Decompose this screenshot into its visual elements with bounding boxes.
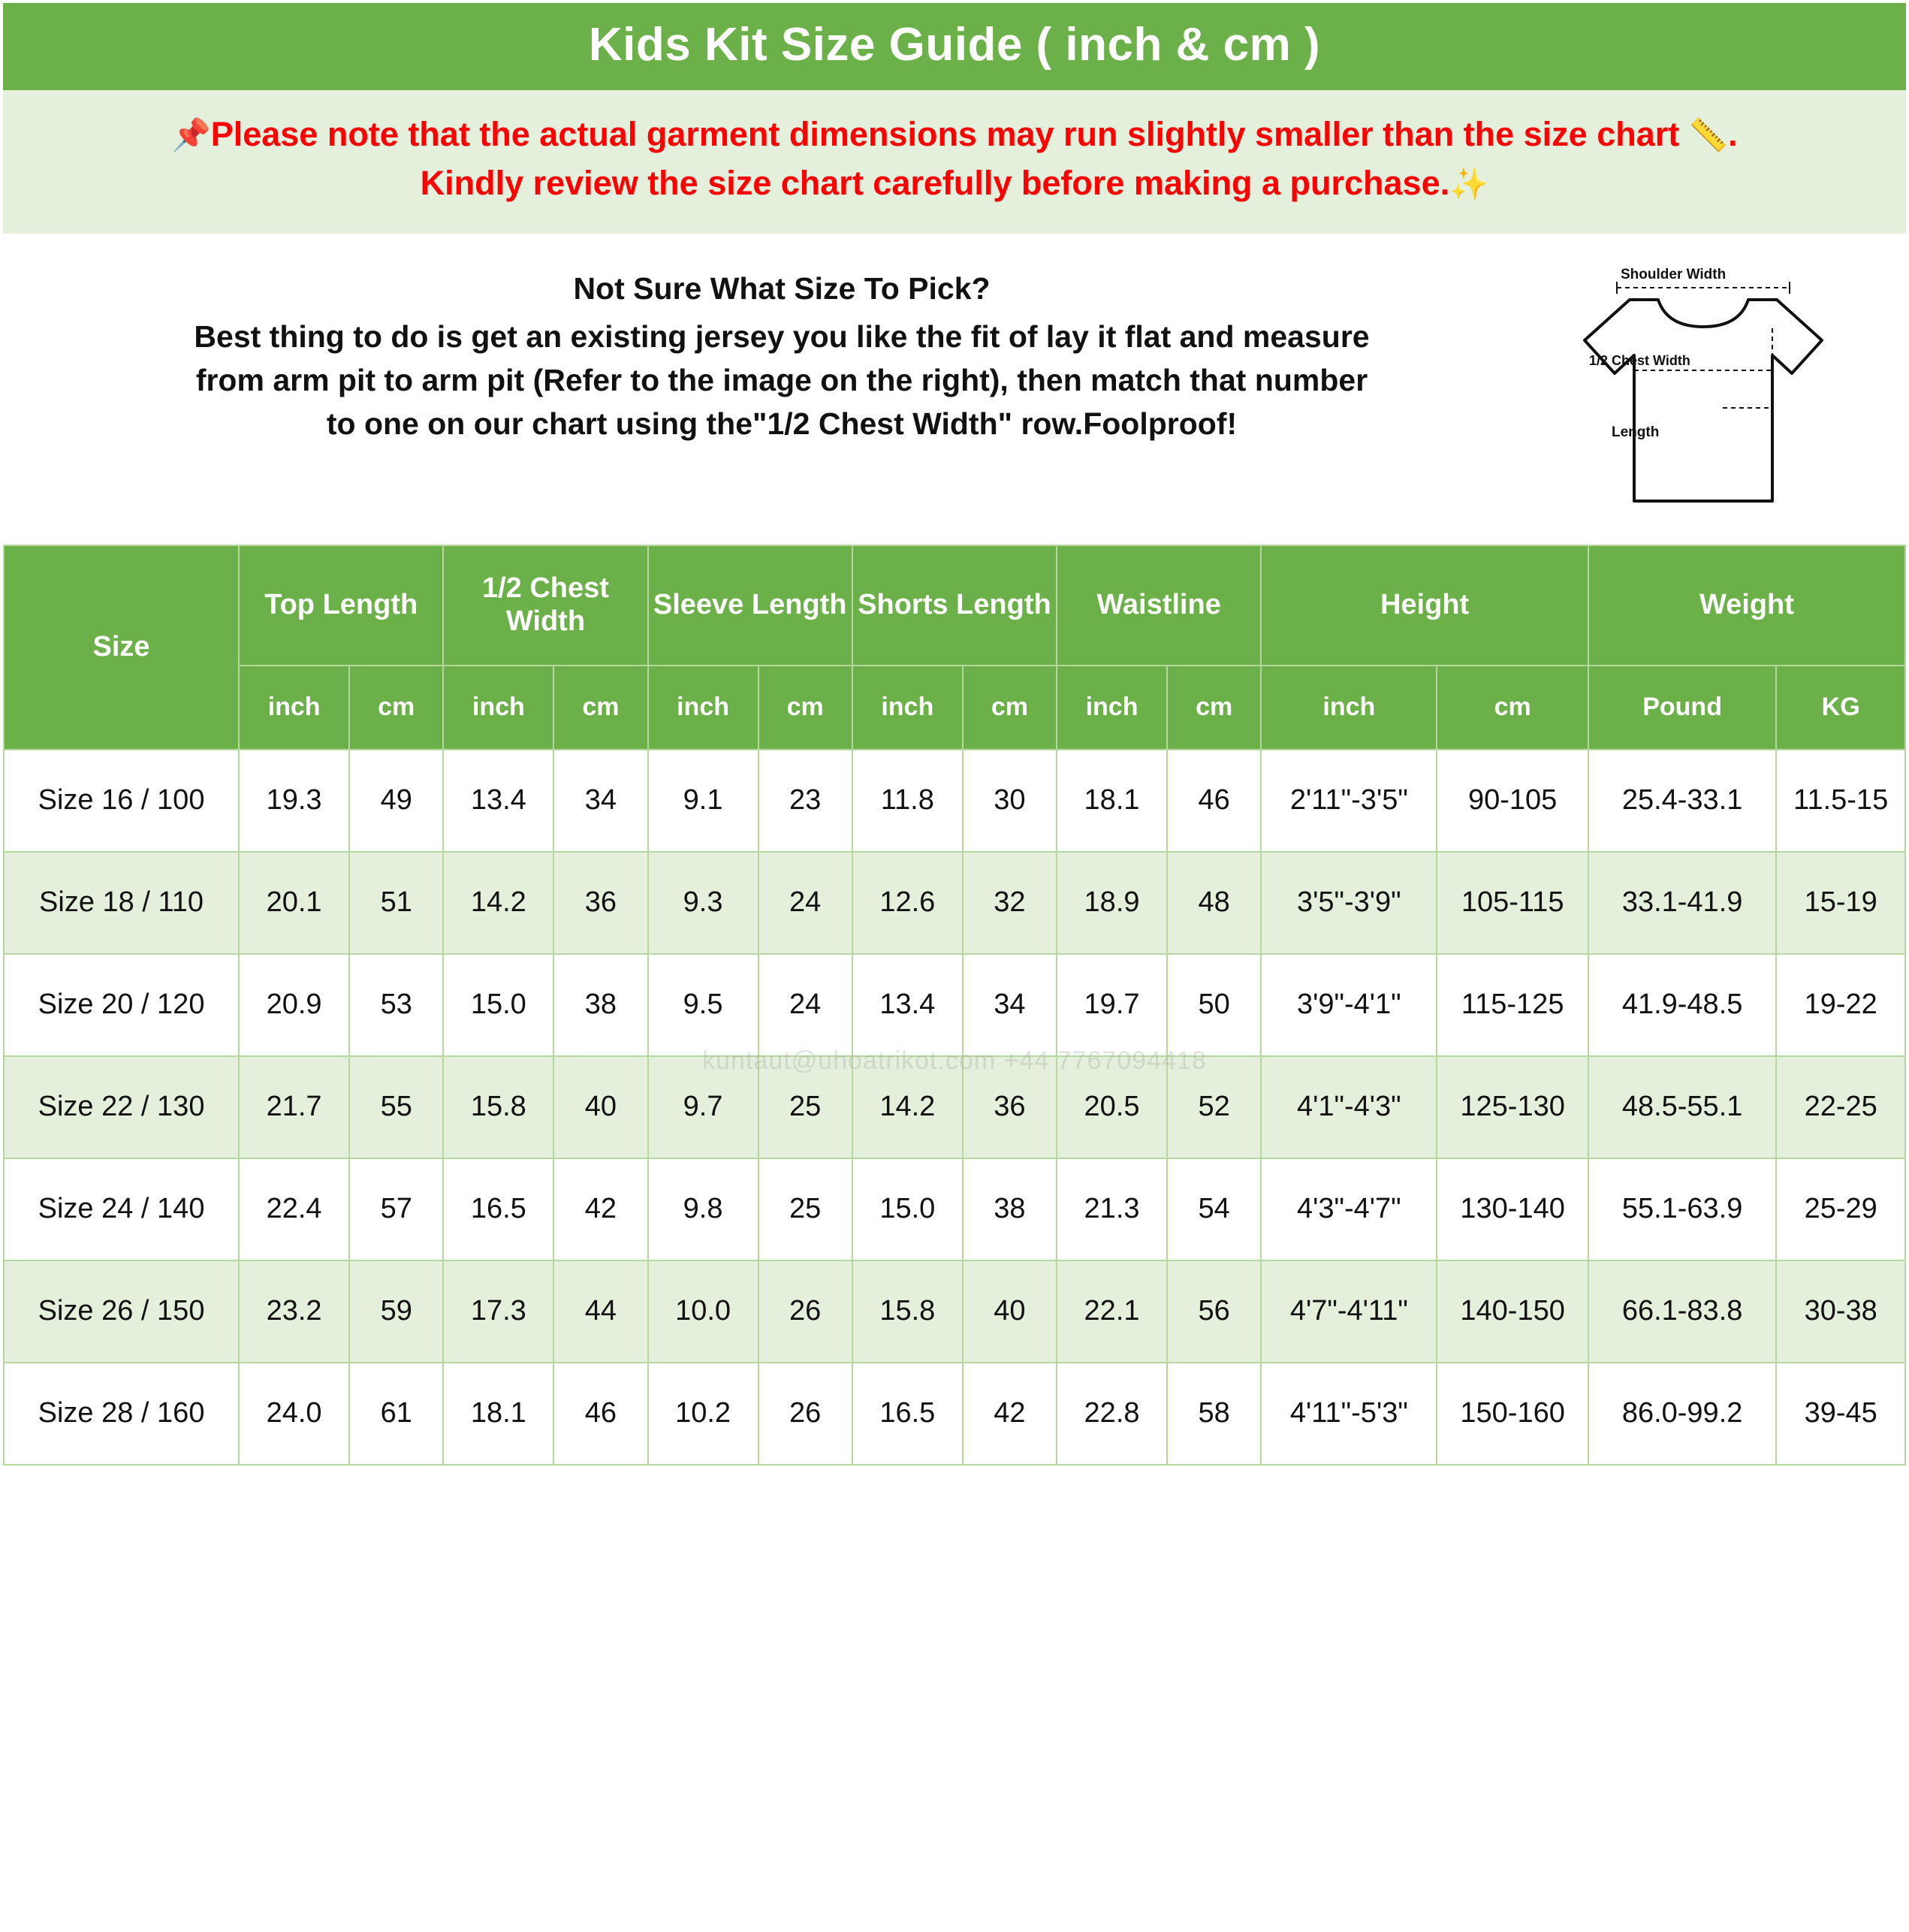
cell: 3'9"-4'1"	[1261, 954, 1437, 1056]
table-body	[4, 750, 1905, 1465]
cell-size: Size 22 / 130	[4, 1056, 239, 1158]
cell: 59	[349, 1260, 443, 1363]
th-half-chest-width: 1/2 Chest Width	[443, 545, 647, 666]
cell: 13.4	[852, 954, 963, 1056]
cell: 4'7"-4'11"	[1261, 1260, 1437, 1363]
cell: 14.2	[852, 1056, 963, 1158]
th-unit-3: cm	[553, 666, 647, 750]
table-row	[4, 1158, 1905, 1260]
advice-headline: Not Sure What Size To Pick?	[573, 270, 991, 306]
th-unit-4: inch	[648, 666, 758, 750]
cell: 34	[963, 954, 1057, 1056]
note-text-1: Please note that the actual garment dimensions may run slightly smaller than the size chart	[210, 115, 1680, 154]
cell: 51	[349, 852, 443, 954]
cell: 48.5-55.1	[1588, 1056, 1776, 1158]
cell: 10.0	[648, 1260, 758, 1363]
cell: 2'11"-3'5"	[1261, 750, 1437, 852]
tshirt-measurement-diagram	[1546, 253, 1861, 531]
th-top-length: Top Length	[239, 545, 443, 666]
cell-size: Size 16 / 100	[4, 750, 239, 852]
cell: 24.0	[239, 1363, 349, 1465]
cell: 3'5"-3'9"	[1261, 852, 1437, 954]
advice-line-3: to one on our chart using the"1/2 Chest Width" row.Foolproof!	[326, 406, 1238, 442]
cell: 58	[1167, 1363, 1261, 1465]
table-header-groups	[4, 545, 1905, 666]
th-unit-10: inch	[1261, 666, 1437, 750]
cell: 26	[758, 1363, 852, 1465]
cell: 125-130	[1437, 1056, 1588, 1158]
cell: 18.9	[1057, 852, 1167, 954]
cell-size: Size 26 / 150	[4, 1260, 239, 1363]
cell: 4'1"-4'3"	[1261, 1056, 1437, 1158]
cell: 23	[758, 750, 852, 852]
table-row	[4, 1363, 1905, 1465]
advice-section	[3, 234, 1906, 545]
cell: 115-125	[1437, 954, 1588, 1056]
cell: 9.5	[648, 954, 758, 1056]
note-text-1-end: .	[1728, 115, 1738, 154]
cell: 36	[963, 1056, 1057, 1158]
cell: 9.8	[648, 1158, 758, 1260]
tshirt-icon	[1546, 253, 1861, 531]
cell: 21.3	[1057, 1158, 1167, 1260]
size-table	[3, 545, 1906, 1466]
th-unit-1: cm	[349, 666, 443, 750]
table-row	[4, 1056, 1905, 1158]
cell: 39-45	[1776, 1363, 1905, 1465]
cell: 18.1	[1057, 750, 1167, 852]
cell: 15.8	[443, 1056, 553, 1158]
size-table-wrap	[3, 545, 1906, 1466]
th-unit-9: cm	[1167, 666, 1261, 750]
cell-size: Size 24 / 140	[4, 1158, 239, 1260]
cell: 9.1	[648, 750, 758, 852]
th-unit-12: Pound	[1588, 666, 1776, 750]
cell: 10.2	[648, 1363, 758, 1465]
cell: 4'3"-4'7"	[1261, 1158, 1437, 1260]
cell: 86.0-99.2	[1588, 1363, 1776, 1465]
note-text-2: Kindly review the size chart carefully before making a purchase.	[420, 164, 1450, 203]
page-title: Kids Kit Size Guide ( inch & cm )	[3, 3, 1906, 90]
cell: 38	[963, 1158, 1057, 1260]
cell: 16.5	[443, 1158, 553, 1260]
watermark: kuntaut@uhoatrikot.com +44 7767094418	[702, 1046, 1207, 1075]
table-row	[4, 750, 1905, 852]
cell: 55	[349, 1056, 443, 1158]
cell: 53	[349, 954, 443, 1056]
cell: 38	[553, 954, 647, 1056]
cell-size: Size 18 / 110	[4, 852, 239, 954]
cell: 40	[963, 1260, 1057, 1363]
cell: 56	[1167, 1260, 1261, 1363]
cell: 11.5-15	[1776, 750, 1905, 852]
th-unit-7: cm	[963, 666, 1057, 750]
th-sleeve-length: Sleeve Length	[648, 545, 852, 666]
ruler-icon: 📏	[1688, 117, 1729, 153]
advice-text	[18, 253, 1546, 446]
cell: 21.7	[239, 1056, 349, 1158]
note-line-1	[26, 110, 1883, 158]
cell: 41.9-48.5	[1588, 954, 1776, 1056]
note-line-2	[26, 158, 1883, 207]
cell: 16.5	[852, 1363, 963, 1465]
cell: 52	[1167, 1056, 1261, 1158]
cell: 9.7	[648, 1056, 758, 1158]
cell: 55.1-63.9	[1588, 1158, 1776, 1260]
cell: 17.3	[443, 1260, 553, 1363]
cell: 33.1-41.9	[1588, 852, 1776, 954]
cell: 24	[758, 852, 852, 954]
cell: 61	[349, 1363, 443, 1465]
cell: 50	[1167, 954, 1261, 1056]
cell: 25	[758, 1158, 852, 1260]
cell: 30	[963, 750, 1057, 852]
th-unit-8: inch	[1057, 666, 1167, 750]
cell: 12.6	[852, 852, 963, 954]
cell: 13.4	[443, 750, 553, 852]
cell: 25	[758, 1056, 852, 1158]
cell: 26	[758, 1260, 852, 1363]
cell: 20.9	[239, 954, 349, 1056]
cell: 22-25	[1776, 1056, 1905, 1158]
cell: 140-150	[1437, 1260, 1588, 1363]
th-unit-11: cm	[1437, 666, 1588, 750]
th-unit-6: inch	[852, 666, 963, 750]
th-size: Size	[4, 545, 239, 750]
cell: 66.1-83.8	[1588, 1260, 1776, 1363]
chest-width-label: 1/2 Chest Width	[1589, 352, 1690, 368]
cell: 25-29	[1776, 1158, 1905, 1260]
cell-size: Size 20 / 120	[4, 954, 239, 1056]
pin-icon: 📌	[171, 117, 211, 153]
th-height: Height	[1261, 545, 1588, 666]
th-unit-2: inch	[443, 666, 553, 750]
cell: 15.0	[852, 1158, 963, 1260]
cell: 19-22	[1776, 954, 1905, 1056]
cell: 22.4	[239, 1158, 349, 1260]
shoulder-width-label: Shoulder Width	[1621, 266, 1727, 282]
cell: 40	[553, 1056, 647, 1158]
cell: 90-105	[1437, 750, 1588, 852]
cell: 4'11"-5'3"	[1261, 1363, 1437, 1465]
cell: 24	[758, 954, 852, 1056]
th-unit-0: inch	[239, 666, 349, 750]
cell: 130-140	[1437, 1158, 1588, 1260]
cell: 19.3	[239, 750, 349, 852]
cell: 15.0	[443, 954, 553, 1056]
note-banner	[3, 90, 1906, 234]
table-row	[4, 1260, 1905, 1363]
cell-size: Size 28 / 160	[4, 1363, 239, 1465]
cell: 49	[349, 750, 443, 852]
cell: 34	[553, 750, 647, 852]
cell: 36	[553, 852, 647, 954]
cell: 42	[553, 1158, 647, 1260]
cell: 18.1	[443, 1363, 553, 1465]
advice-line-1: Best thing to do is get an existing jersey you like the fit of lay it flat and measure	[194, 318, 1370, 354]
cell: 32	[963, 852, 1057, 954]
advice-line-2: from arm pit to arm pit (Refer to the image on the right), then match that number	[195, 363, 1368, 398]
cell: 30-38	[1776, 1260, 1905, 1363]
cell: 9.3	[648, 852, 758, 954]
th-unit-5: cm	[758, 666, 852, 750]
cell: 42	[963, 1363, 1057, 1465]
sparkle-icon: ✨	[1449, 166, 1489, 202]
cell: 25.4-33.1	[1588, 750, 1776, 852]
cell: 46	[553, 1363, 647, 1465]
table-header-units	[4, 666, 1905, 750]
cell: 150-160	[1437, 1363, 1588, 1465]
table-row	[4, 852, 1905, 954]
cell: 14.2	[443, 852, 553, 954]
table-row	[4, 954, 1905, 1056]
cell: 20.1	[239, 852, 349, 954]
cell: 15.8	[852, 1260, 963, 1363]
th-weight: Weight	[1588, 545, 1905, 666]
cell: 54	[1167, 1158, 1261, 1260]
cell: 105-115	[1437, 852, 1588, 954]
cell: 46	[1167, 750, 1261, 852]
length-label: Length	[1612, 424, 1660, 440]
th-shorts-length: Shorts Length	[852, 545, 1057, 666]
cell: 15-19	[1776, 852, 1905, 954]
cell: 44	[553, 1260, 647, 1363]
cell: 22.8	[1057, 1363, 1167, 1465]
cell: 23.2	[239, 1260, 349, 1363]
cell: 22.1	[1057, 1260, 1167, 1363]
cell: 20.5	[1057, 1056, 1167, 1158]
th-unit-13: KG	[1776, 666, 1905, 750]
cell: 57	[349, 1158, 443, 1260]
cell: 19.7	[1057, 954, 1167, 1056]
cell: 11.8	[852, 750, 963, 852]
th-waistline: Waistline	[1057, 545, 1261, 666]
cell: 48	[1167, 852, 1261, 954]
